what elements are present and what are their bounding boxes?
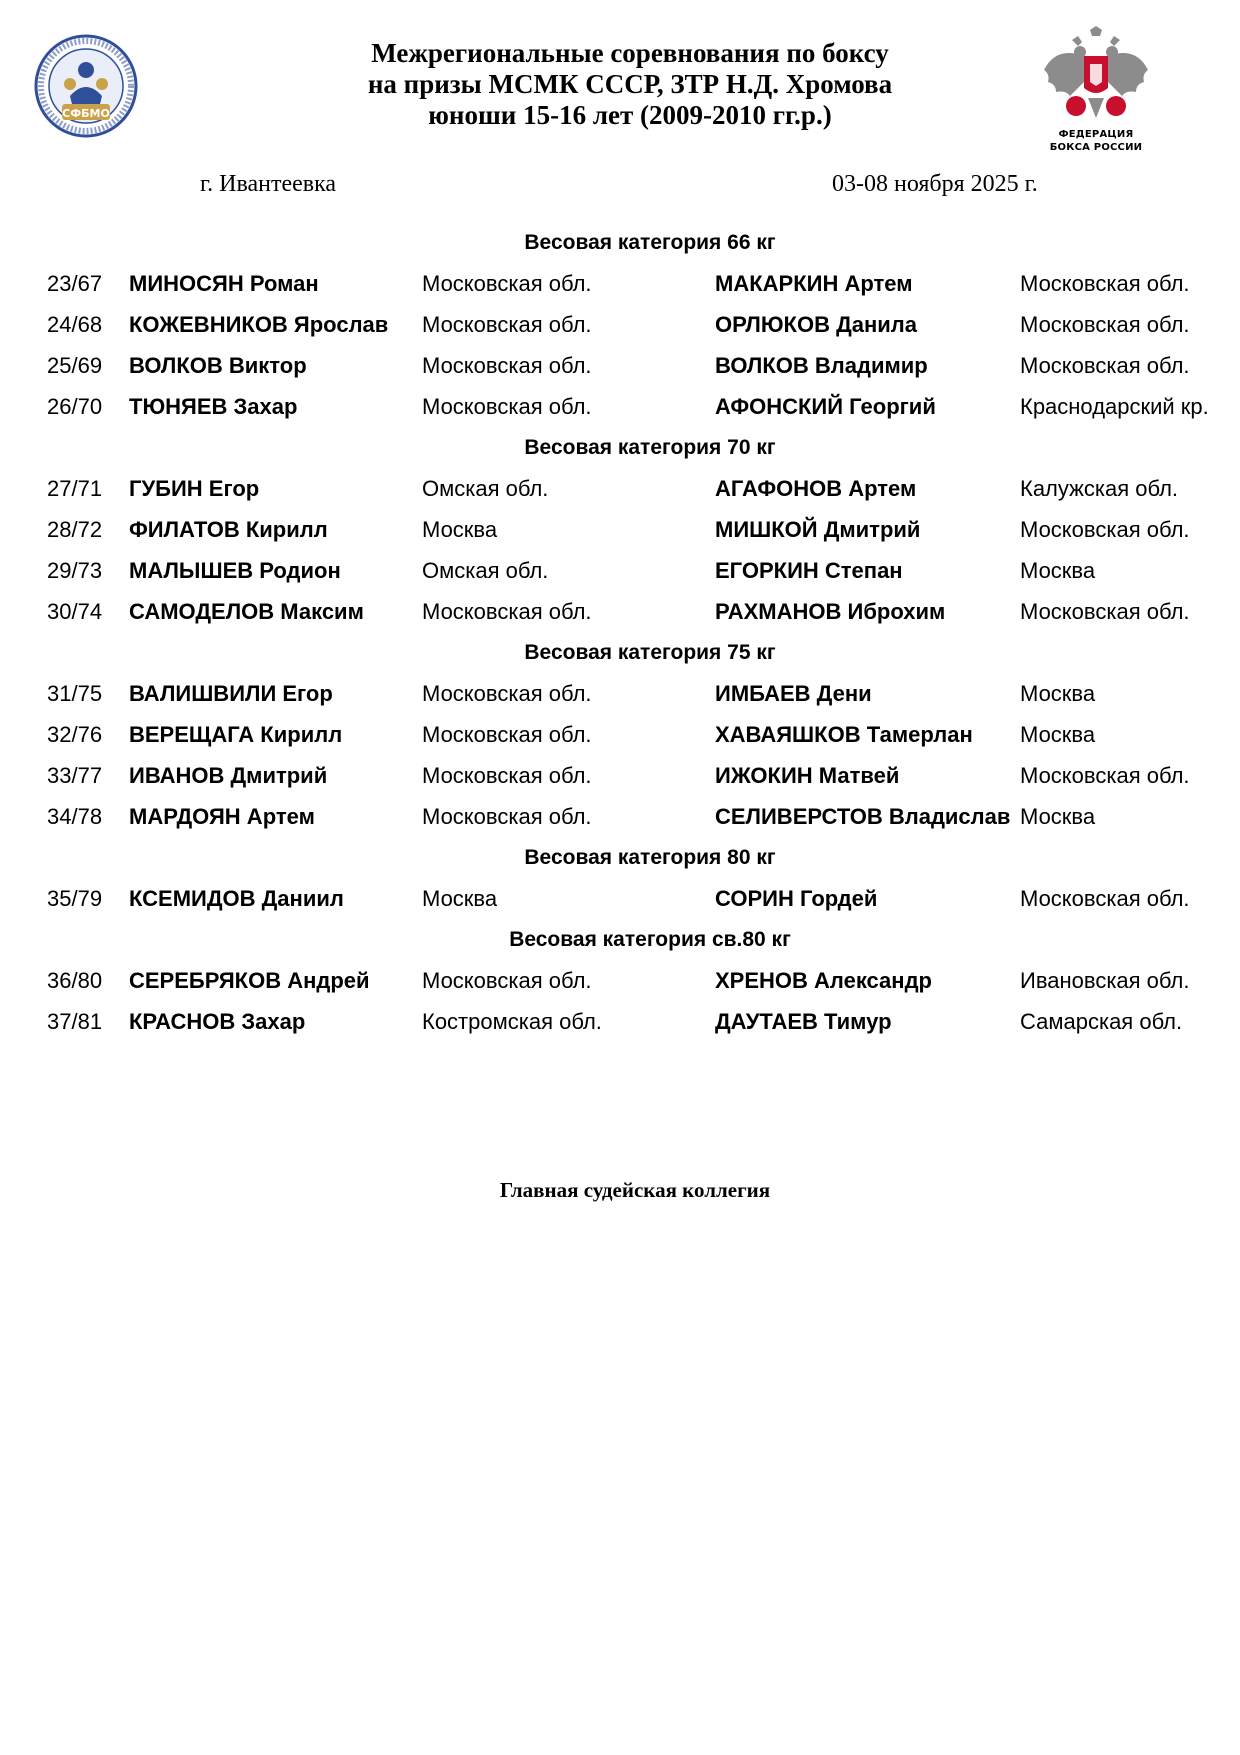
boxer-blue-name: ХРЕНОВ Александр (715, 968, 932, 993)
boxer-red-name: КСЕМИДОВ Даниил (129, 886, 344, 911)
sfbmo-logo-text: СФБМО (62, 107, 110, 120)
boxer-blue-name: ИМБАЕВ Дени (715, 681, 872, 706)
bout-row (0, 878, 1240, 919)
bout-number: 26/70 (47, 394, 103, 419)
boxer-red-region: Московская обл. (422, 353, 592, 378)
boxer-red-name: ГУБИН Егор (129, 476, 260, 501)
weight-category-title: Весовая категория 70 кг (524, 436, 776, 459)
event-dates: 03-08 ноября 2025 г. (832, 171, 1038, 197)
boxer-red-region: Костромская обл. (422, 1009, 602, 1034)
page-title (260, 38, 1000, 131)
bout-number: 27/71 (47, 476, 103, 501)
boxer-red-region: Москва (422, 886, 498, 911)
weight-category-title: Весовая категория св.80 кг (509, 928, 791, 951)
boxer-blue-region: Ивановская обл. (1020, 968, 1190, 993)
weight-category-title: Весовая категория 66 кг (524, 231, 776, 254)
boxer-red-region: Московская обл. (422, 722, 592, 747)
boxer-red-region: Московская обл. (422, 968, 592, 993)
boxer-red-name: САМОДЕЛОВ Максим (129, 599, 364, 624)
bout-row (0, 673, 1240, 714)
bout-number: 32/76 (47, 722, 103, 747)
weight-category-title: Весовая категория 75 кг (524, 641, 776, 664)
bout-row (0, 796, 1240, 837)
bout-row (0, 509, 1240, 550)
bout-row (0, 468, 1240, 509)
sfbmo-seal-icon (34, 34, 138, 138)
bout-row (0, 714, 1240, 755)
double-headed-eagle-icon (1036, 26, 1156, 126)
chief-judges-panel: Главная судейская коллегия (499, 1178, 771, 1202)
bout-number: 30/74 (47, 599, 103, 624)
bout-number: 36/80 (47, 968, 103, 993)
boxer-blue-name: ХАВАЯШКОВ Тамерлан (715, 722, 973, 747)
bout-row (0, 960, 1240, 1001)
bout-row (0, 550, 1240, 591)
boxer-blue-name: ОРЛЮКОВ Данила (715, 312, 917, 337)
bout-number: 28/72 (47, 517, 103, 542)
bout-row (0, 304, 1240, 345)
boxer-blue-name: ИЖОКИН Матвей (715, 763, 900, 788)
boxer-red-region: Московская обл. (422, 804, 592, 829)
boxer-red-name: МИНОСЯН Роман (129, 271, 319, 296)
boxer-red-region: Московская обл. (422, 599, 592, 624)
boxer-blue-name: АФОНСКИЙ Георгий (715, 394, 936, 419)
boxer-red-name: ВОЛКОВ Виктор (129, 353, 307, 378)
bout-number: 34/78 (47, 804, 103, 829)
boxer-blue-name: СЕЛИВЕРСТОВ Владислав (715, 804, 1011, 829)
boxer-blue-region: Московская обл. (1020, 763, 1190, 788)
boxer-red-name: КРАСНОВ Захар (129, 1009, 306, 1034)
bout-row (0, 1001, 1240, 1042)
boxer-red-region: Московская обл. (422, 312, 592, 337)
boxer-blue-name: МИШКОЙ Дмитрий (715, 517, 921, 542)
boxer-red-region: Москва (422, 517, 498, 542)
boxer-blue-region: Краснодарский кр. (1020, 394, 1209, 419)
boxer-red-name: МАРДОЯН Артем (129, 804, 315, 829)
boxer-blue-region: Московская обл. (1020, 353, 1190, 378)
boxer-red-region: Омская обл. (422, 558, 549, 583)
boxer-blue-region: Московская обл. (1020, 599, 1190, 624)
boxer-blue-region: Московская обл. (1020, 271, 1190, 296)
bout-row (0, 386, 1240, 427)
bout-number: 31/75 (47, 681, 103, 706)
bout-row (0, 755, 1240, 796)
title-line: на призы МСМК СССР, ЗТР Н.Д. Хромова (367, 69, 893, 99)
boxer-red-name: ВЕРЕЩАГА Кирилл (129, 722, 343, 747)
boxer-blue-region: Самарская обл. (1020, 1009, 1183, 1034)
federation-name-line: БОКСА РОССИИ (1049, 142, 1143, 153)
boxer-red-name: КОЖЕВНИКОВ Ярослав (129, 312, 389, 337)
boxer-blue-name: АГАФОНОВ Артем (715, 476, 917, 501)
boxer-blue-region: Москва (1020, 722, 1096, 747)
boxer-red-name: ВАЛИШВИЛИ Егор (129, 681, 333, 706)
boxer-red-region: Омская обл. (422, 476, 549, 501)
bout-row (0, 263, 1240, 304)
boxer-blue-region: Московская обл. (1020, 517, 1190, 542)
bout-number: 33/77 (47, 763, 103, 788)
bout-number: 29/73 (47, 558, 103, 583)
boxer-blue-name: СОРИН Гордей (715, 886, 878, 911)
boxer-red-region: Московская обл. (422, 763, 592, 788)
boxer-blue-name: РАХМАНОВ Иброхим (715, 599, 946, 624)
boxer-blue-name: ДАУТАЕВ Тимур (715, 1009, 892, 1034)
boxer-blue-name: ЕГОРКИН Степан (715, 558, 903, 583)
weight-category-title: Весовая категория 80 кг (524, 846, 776, 869)
boxer-blue-region: Москва (1020, 804, 1096, 829)
boxer-red-name: СЕРЕБРЯКОВ Андрей (129, 968, 370, 993)
boxer-red-region: Московская обл. (422, 271, 592, 296)
bout-list (0, 222, 1240, 1042)
bout-number: 25/69 (47, 353, 103, 378)
boxer-blue-name: МАКАРКИН Артем (715, 271, 913, 296)
boxer-red-region: Московская обл. (422, 394, 592, 419)
boxer-blue-name: ВОЛКОВ Владимир (715, 353, 928, 378)
boxer-red-name: ФИЛАТОВ Кирилл (129, 517, 328, 542)
boxer-blue-region: Калужская обл. (1020, 476, 1179, 501)
bout-row (0, 345, 1240, 386)
boxer-blue-region: Московская обл. (1020, 312, 1190, 337)
bout-row (0, 591, 1240, 632)
boxer-blue-region: Московская обл. (1020, 886, 1190, 911)
title-line: Межрегиональные соревнования по боксу (371, 38, 889, 68)
bout-number: 24/68 (47, 312, 103, 337)
title-line: юноши 15-16 лет (2009-2010 гг.р.) (428, 100, 832, 130)
sfbmo-logo (34, 34, 138, 138)
boxer-red-region: Московская обл. (422, 681, 592, 706)
bout-number: 23/67 (47, 271, 103, 296)
boxer-red-name: ИВАНОВ Дмитрий (129, 763, 328, 788)
boxer-red-name: ТЮНЯЕВ Захар (129, 394, 298, 419)
bout-number: 37/81 (47, 1009, 103, 1034)
venue-city: г. Ивантеевка (200, 171, 337, 197)
federation-name (1036, 128, 1156, 154)
boxer-red-name: МАЛЫШЕВ Родион (129, 558, 341, 583)
federation-name-line: ФЕДЕРАЦИЯ (1058, 129, 1134, 140)
bout-number: 35/79 (47, 886, 103, 911)
boxer-blue-region: Москва (1020, 558, 1096, 583)
boxer-blue-region: Москва (1020, 681, 1096, 706)
federation-logo (1036, 26, 1156, 154)
